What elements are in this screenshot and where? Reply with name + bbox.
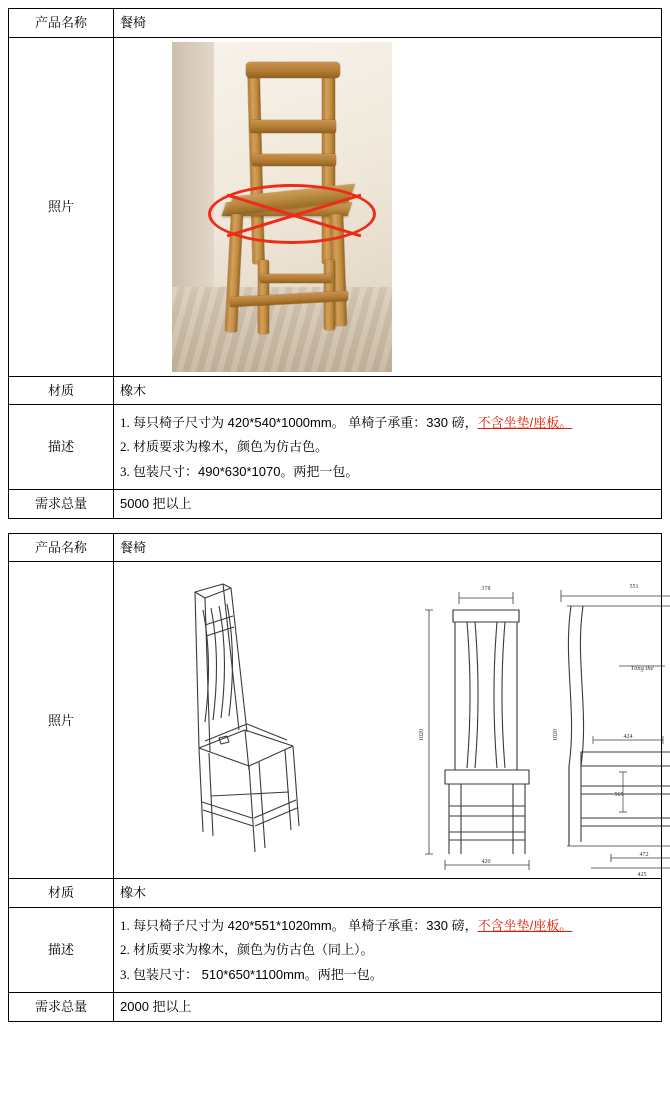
product-name-value: 餐椅: [114, 9, 662, 38]
dim-front-width-bottom: 420: [481, 859, 490, 866]
dim-front-width-top: 378: [481, 586, 490, 593]
description-item: [120, 412, 655, 433]
description-item: [120, 939, 655, 960]
description-list-1: [120, 412, 655, 482]
table-row: [9, 405, 662, 490]
product-name-label: 产品名称: [9, 533, 114, 562]
description-item-text: 材质要求为橡木，颜色为仿古色。: [133, 439, 329, 455]
description-item-index: 2.: [120, 439, 133, 455]
description-item-index: 1.: [120, 917, 133, 933]
description-item-text: 每只椅子尺寸为 420*540*1000mm。 单椅子承重：330 磅，: [133, 415, 478, 430]
product-name-value: 餐椅: [114, 533, 662, 562]
description-item-text: 包装尺寸： 510*650*1100mm。两把一包。: [133, 966, 383, 982]
drawing-dimension-labels: [419, 584, 670, 878]
table-row: [9, 879, 662, 908]
chair-mid-rail-2: [252, 154, 336, 166]
photo-label: 照片: [9, 37, 114, 376]
description-value: [114, 907, 662, 992]
description-item-text: 每只椅子尺寸为 420*551*1020mm。 单椅子承重：330 磅，: [133, 917, 478, 933]
description-value: [114, 405, 662, 490]
drawing-perspective-chair: [195, 584, 299, 852]
technical-drawing-image: [153, 570, 653, 879]
material-label: 材质: [9, 376, 114, 405]
description-item-text: 包装尺寸：490*630*1070。两把一包。: [133, 463, 359, 479]
photo-label: 照片: [9, 562, 114, 879]
photo-wall-left: [172, 42, 214, 287]
material-label: 材质: [9, 879, 114, 908]
label-tong-the: Tổng thể: [630, 665, 653, 673]
demand-label: 需求总量: [9, 993, 114, 1022]
dim-seat-depth: 424: [623, 734, 632, 741]
technical-drawing-cell: [114, 562, 662, 879]
description-item-text: 不含坐垫/座板。: [477, 917, 573, 933]
description-item: [120, 436, 655, 457]
table-row: [9, 376, 662, 405]
dim-side-height: 1020: [552, 729, 559, 742]
product-photo-image: [172, 42, 392, 372]
spec-table-1: [8, 8, 662, 519]
demand-value: 5000 把以上: [114, 490, 662, 519]
material-value: 橡木: [114, 376, 662, 405]
product-name-label: 产品名称: [9, 9, 114, 38]
table-row: [9, 490, 662, 519]
description-item: [120, 915, 655, 936]
dim-front-height: 1020: [418, 729, 425, 742]
description-item-text: 不含坐垫/座板。: [477, 415, 573, 430]
demand-value: 2000 把以上: [114, 993, 662, 1022]
description-item: [120, 461, 655, 482]
dim-side-top-width: 551: [629, 584, 638, 591]
table-row: [9, 533, 662, 562]
description-item-index: 1.: [120, 415, 133, 430]
dim-back-height: 565: [614, 792, 623, 799]
description-list-2: [120, 915, 655, 985]
description-item-index: 3.: [120, 463, 133, 479]
table-row: [9, 37, 662, 376]
table-row: [9, 9, 662, 38]
description-item-text: 材质要求为橡木，颜色为仿古色（同上）。: [133, 942, 374, 958]
chair-stretcher-rear: [260, 274, 332, 283]
table-row: [9, 993, 662, 1022]
table-row: [9, 562, 662, 879]
description-item-index: 3.: [120, 966, 133, 982]
dim-bottom-width: 472: [639, 852, 648, 859]
description-label: 描述: [9, 907, 114, 992]
description-item: [120, 964, 655, 985]
dim-base-width: 425: [637, 872, 646, 879]
material-value: 橡木: [114, 879, 662, 908]
description-label: 描述: [9, 405, 114, 490]
product-photo-cell: [114, 37, 662, 376]
drawing-side-view: [561, 590, 670, 868]
description-item-index: 2.: [120, 942, 133, 958]
chair-mid-rail-1: [250, 120, 336, 133]
drawing-svg: [153, 570, 653, 879]
table-row: [9, 907, 662, 992]
demand-label: 需求总量: [9, 490, 114, 519]
chair-top-rail: [246, 62, 340, 78]
drawing-front-view: [425, 592, 529, 870]
spec-table-2: [8, 533, 662, 1022]
